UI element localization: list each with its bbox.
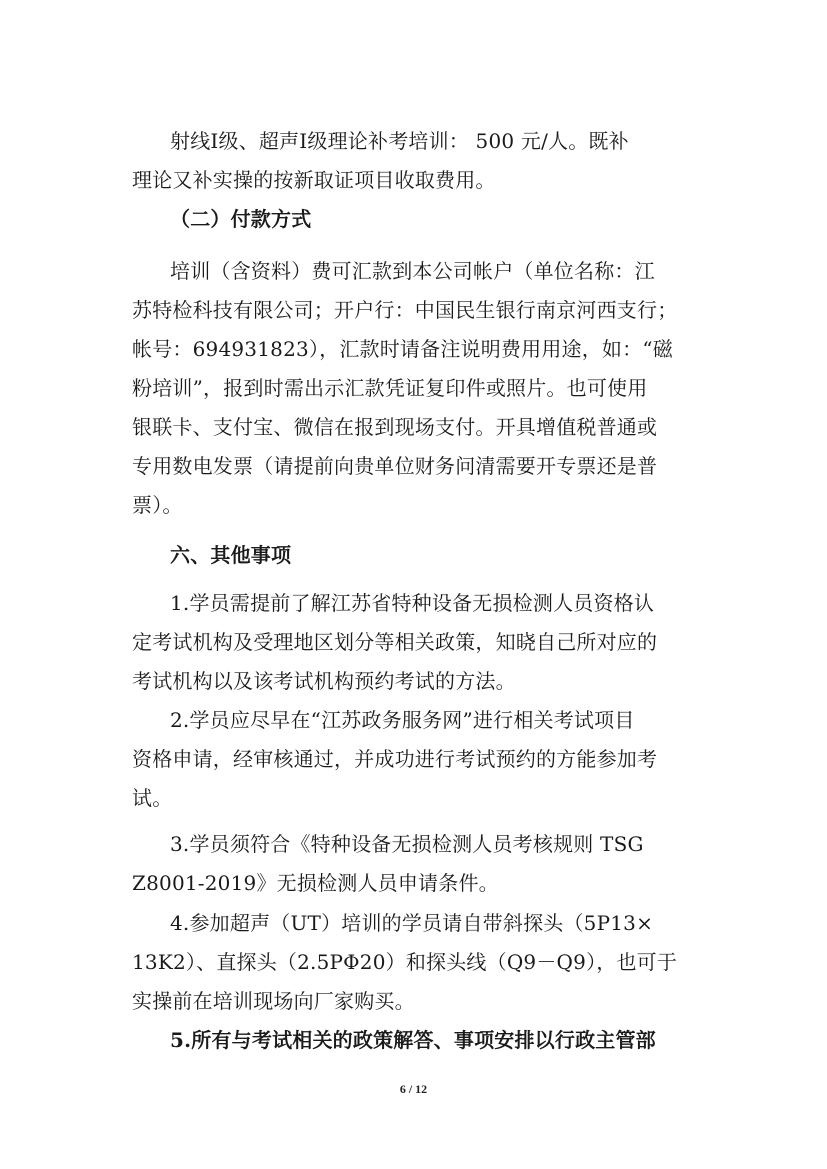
paragraph-line: 粉培训”，报到时需出示汇款凭证复印件或照片。也可使用: [132, 376, 648, 400]
paragraph-line: 苏特检科技有限公司；开户行：中国民生银行南京河西支行；: [132, 298, 678, 322]
paragraph-line: Z8001-2019》无损检测人员申请条件。: [132, 871, 499, 895]
paragraph-line: 票）。: [132, 493, 183, 517]
paragraph-line: 3.学员须符合《特种设备无损检测人员考核规则 TSG: [170, 832, 644, 856]
paragraph-line: 射线Ⅰ级、超声Ⅰ级理论补考培训： 500 元/人。既补: [170, 129, 629, 153]
paragraph-line: 培训（含资料）费可汇款到本公司帐户（单位名称：江: [170, 259, 655, 283]
paragraph-line: 5.所有与考试相关的政策解答、事项安排以行政主管部: [170, 1028, 656, 1052]
paragraph-line: 13K2）、直探头（2.5PΦ20）和探头线（Q9－Q9），也可于: [132, 950, 678, 974]
paragraph-line: 2.学员应尽早在“江苏政务服务网”进行相关考试项目: [170, 708, 635, 732]
paragraph-line: 专用数电发票（请提前向贵单位财务问清需要开专票还是普: [132, 454, 658, 478]
paragraph-line: 理论又补实操的按新取证项目收取费用。: [132, 168, 496, 192]
paragraph-line: 试。: [132, 786, 173, 810]
paragraph-line: 实操前在培训现场向厂家购买。: [132, 989, 415, 1013]
paragraph-line: 资格申请，经审核通过，并成功进行考试预约的方能参加考: [132, 747, 658, 771]
page-number: 6 / 12: [399, 1082, 428, 1096]
paragraph-line: 4.参加超声（UT）培训的学员请自带斜探头（5P13×: [170, 911, 654, 935]
paragraph-line: 帐号：694931823），汇款时请备注说明费用用途，如：“磁: [132, 337, 673, 361]
paragraph-line: 银联卡、支付宝、微信在报到现场支付。开具增值税普通或: [132, 415, 658, 439]
paragraph-line: 考试机构以及该考试机构预约考试的方法。: [132, 669, 516, 693]
paragraph-line: 1.学员需提前了解江苏省特种设备无损检测人员资格认: [170, 591, 655, 615]
section-heading: 六、其他事项: [170, 543, 292, 567]
section-heading: （二）付款方式: [170, 207, 312, 231]
paragraph-line: 定考试机构及受理地区划分等相关政策，知晓自己所对应的: [132, 630, 658, 654]
